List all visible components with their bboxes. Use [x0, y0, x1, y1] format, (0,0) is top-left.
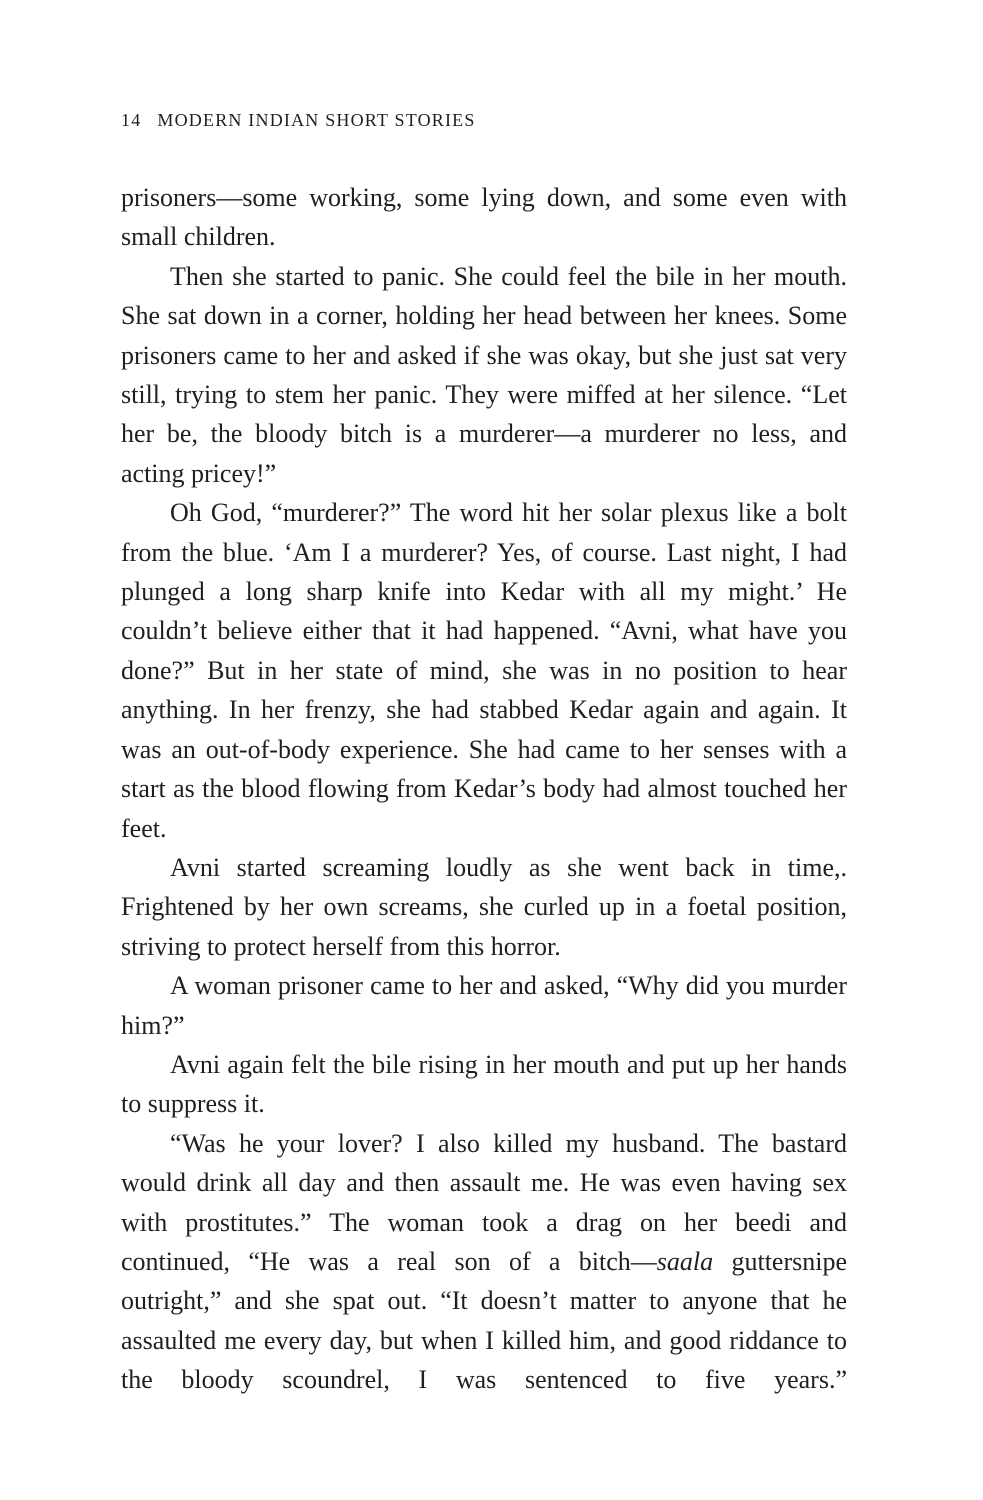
paragraph: Then she started to panic. She could feel the bile in her mouth. She sat down in a corner, holding her head between her knees. Some prisoners came to her and asked if she was okay, but she just sat very still, trying to stem her panic. They were miffed at her silence. “Let her be, the bloody bitch is a murderer—a murderer no less, and acting pricey!” — [121, 261, 847, 488]
paragraph: Avni started screaming loudly as she went back in time,. Frightened by her own screams, she curled up in a foetal position, striving to protect herself from this horror. — [121, 852, 847, 961]
paragraph: Oh God, “murderer?” The word hit her solar plexus like a bolt from the blue. ‘Am I a murderer? Yes, of course. Last night, I had plunged a long sharp knife into Kedar with all my might.’ He couldn’t believe either that it had happened. “Avni, what have you done?” But in her state of mind, she was in no position to hear anything. In her frenzy, she had stabbed Kedar again and again. It was an out-of-body experience. She had came to her senses with a start as the blood flowing from Kedar’s body had almost touched her feet. — [121, 498, 847, 843]
paragraph: A woman prisoner came to her and asked, “Why did you murder him?” — [121, 971, 847, 1040]
italic-word: saala — [656, 1246, 714, 1276]
running-head — [121, 106, 847, 134]
book-title: MODERN INDIAN SHORT STORIES — [157, 110, 476, 130]
book-page — [121, 106, 847, 1400]
paragraph — [121, 1124, 847, 1400]
story-text — [121, 178, 847, 1400]
paragraph: Avni again felt the bile rising in her mouth and put up her hands to suppress it. — [121, 1049, 847, 1119]
paragraph-text-end: guttersnipe outright,” and she spat out. “It doesn’t matter to anyone that he assaulted me every day, but when I killed him, and good riddance to the bloody scoundrel, I was sentenced to five years.” — [121, 1246, 848, 1395]
paragraph: prisoners—some working, some lying down, and some even with small children. — [121, 183, 847, 252]
paragraph-text: “Was he your lover? I also killed my husband. The bastard would drink all day and then assault me. He was even having sex with prostitutes.” The woman took a drag on her beedi and continued, “He was a real son of a bitch— — [121, 1128, 847, 1276]
page-number: 14 — [121, 110, 142, 130]
